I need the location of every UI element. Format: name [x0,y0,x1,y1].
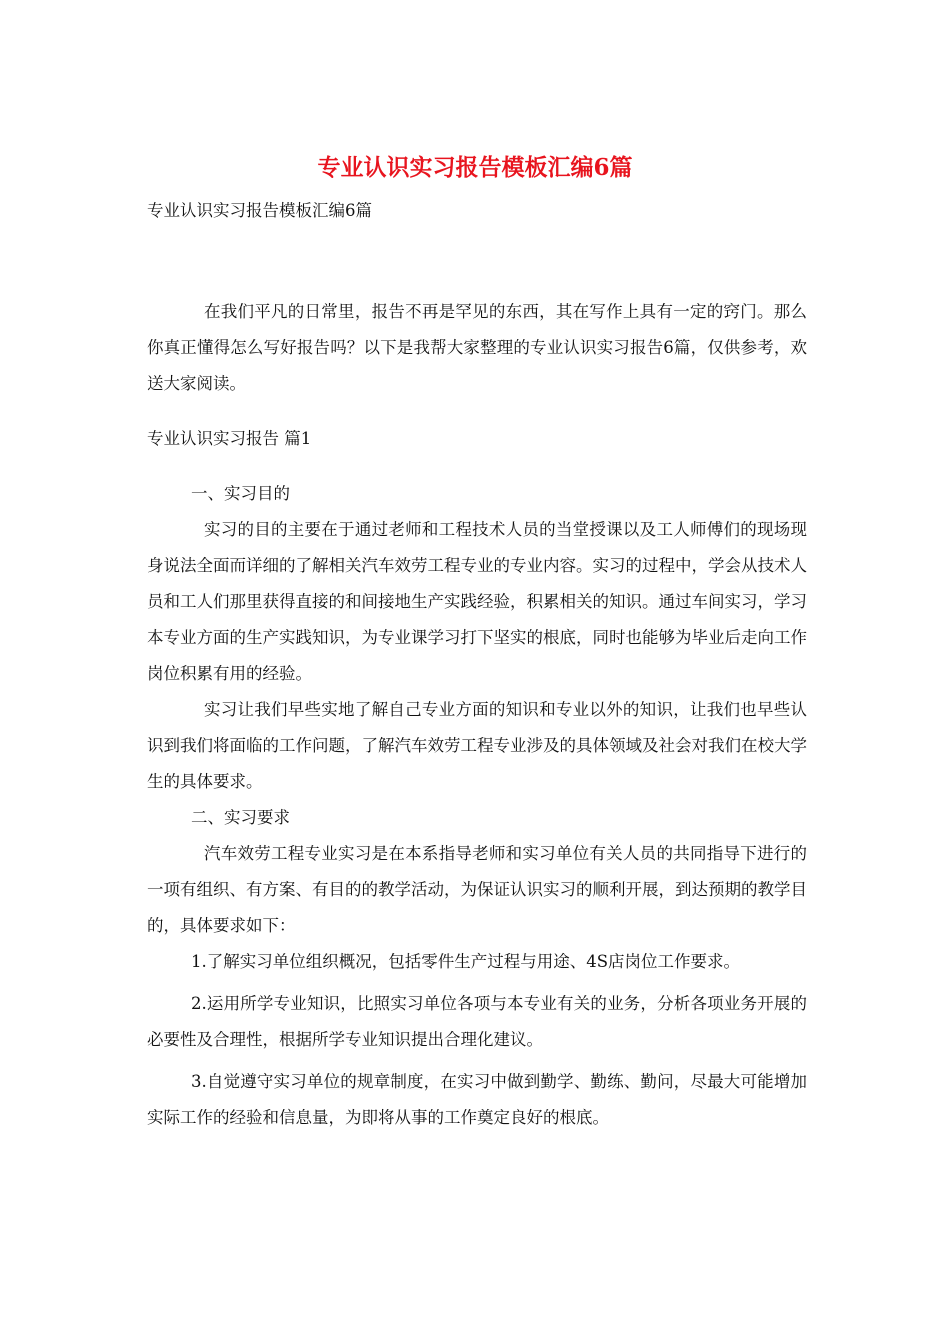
document-subtitle: 专业认识实习报告模板汇编6篇 [147,201,372,220]
document-title: 专业认识实习报告模板汇编6篇 [317,154,633,181]
paragraph-requirements: 汽车效劳工程专业实习是在本系指导老师和实习单位有关人员的共同指导下进行的一项有组织、有方案、有目的的教学活动，为保证认识实习的顺利开展，到达预期的教学目的，具体要求如下： [147,844,807,935]
heading-purpose: 一、实习目的 [191,484,290,503]
paragraph-purpose-2: 实习让我们早些实地了解自己专业方面的知识和专业以外的知识，让我们也早些认识到我们将面临的工作问题，了解汽车效劳工程专业涉及的具体领域及社会对我们在校大学生的具体要求。 [147,700,807,791]
section-title: 专业认识实习报告 篇1 [147,429,312,448]
requirement-item-3: 3.自觉遵守实习单位的规章制度，在实习中做到勤学、勤练、勤问，尽最大可能增加实际工作的经验和信息量，为即将从事的工作奠定良好的根底。 [147,1072,807,1127]
requirement-item-2: 2.运用所学专业知识，比照实习单位各项与本专业有关的业务，分析各项业务开展的必要性及合理性，根据所学专业知识提出合理化建议。 [147,994,807,1049]
paragraph-purpose-1: 实习的目的主要在于通过老师和工程技术人员的当堂授课以及工人师傅们的现场现身说法全面而详细的了解相关汽车效劳工程专业的专业内容。实习的过程中，学会从技术人员和工人们那里获得直接的和间接地生产实践经验，积累相关的知识。通过车间实习，学习本专业方面的生产实践知识，为专业课学习打下坚实的根底，同时也能够为毕业后走向工作岗位积累有用的经验。 [147,520,807,683]
document-body [147,294,807,1142]
heading-requirements: 二、实习要求 [191,808,290,827]
requirement-item-1: 1.了解实习单位组织概况，包括零件生产过程与用途、4S店岗位工作要求。 [191,952,741,971]
intro-paragraph: 在我们平凡的日常里，报告不再是罕见的东西，其在写作上具有一定的窍门。那么你真正懂得怎么写好报告吗？以下是我帮大家整理的专业认识实习报告6篇，仅供参考，欢送大家阅读。 [147,302,807,393]
